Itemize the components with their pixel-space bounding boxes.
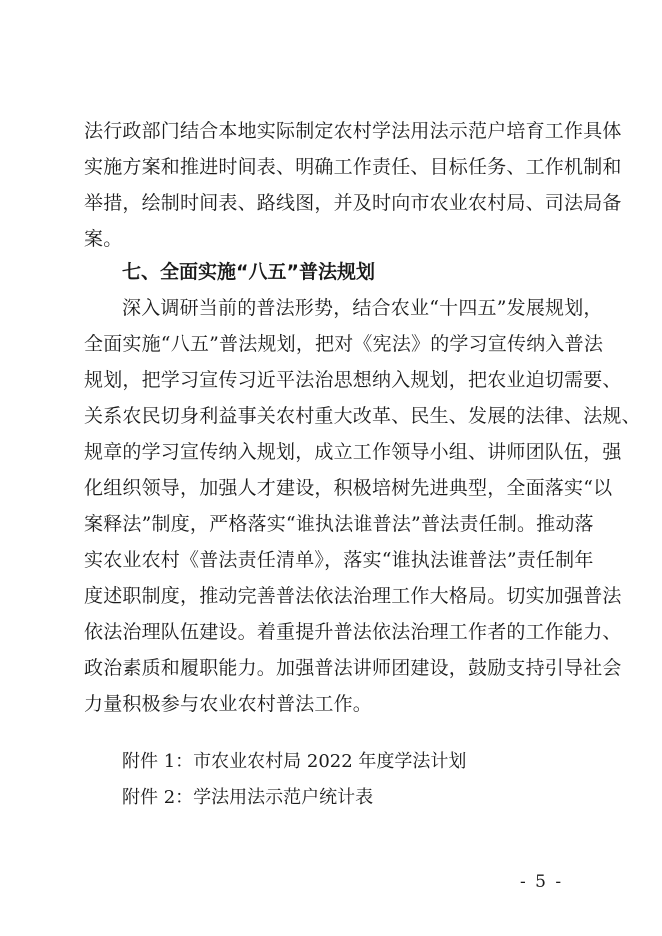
text-line: 化组织领导，加强人才建设，积极培树先进典型，全面落实“以 (84, 477, 613, 499)
text-line: 实农业农村《普法责任清单》，落实“谁执法谁普法”责任制年 (84, 549, 594, 571)
attachment-item: 附件 1：市农业农村局 2022 年度学法计划 (122, 751, 467, 772)
text-line: 政治素质和履职能力。加强普法讲师团建设，鼓励支持引导社会 (84, 657, 622, 679)
section-heading: 七、全面实施“八五”普法规划 (122, 261, 375, 283)
text-line: 规章的学习宣传纳入规划，成立工作领导小组、讲师团队伍，强 (84, 441, 622, 463)
text-line: 深入调研当前的普法形势，结合农业“十四五”发展规划， (122, 297, 603, 319)
text-line: 依法治理队伍建设。着重提升普法依法治理工作者的工作能力、 (84, 621, 622, 643)
text-line: 案释法”制度，严格落实“谁执法谁普法”普法责任制。推动落 (84, 513, 594, 535)
text-line: 举措，绘制时间表、路线图，并及时向市农业农村局、司法局备 (84, 192, 622, 214)
attachment-item: 附件 2：学法用法示范户统计表 (122, 787, 374, 808)
text-line: 规划，把学习宣传习近平法治思想纳入规划，把农业迫切需要、 (84, 369, 622, 391)
page-number: - 5 - (520, 872, 564, 892)
text-line: 法行政部门结合本地实际制定农村学法用法示范户培育工作具体 (84, 120, 622, 142)
text-line: 力量积极参与农业农村普法工作。 (84, 693, 373, 715)
text-line: 全面实施“八五”普法规划，把对《宪法》的学习宣传纳入普法 (84, 333, 604, 355)
text-line: 实施方案和推进时间表、明确工作责任、目标任务、工作机制和 (84, 156, 622, 178)
text-line: 关系农民切身利益事关农村重大改革、民生、发展的法律、法规、 (84, 405, 641, 427)
text-line: 度述职制度，推动完善普法依法治理工作大格局。切实加强普法 (84, 585, 622, 607)
text-line: 案。 (84, 228, 123, 250)
